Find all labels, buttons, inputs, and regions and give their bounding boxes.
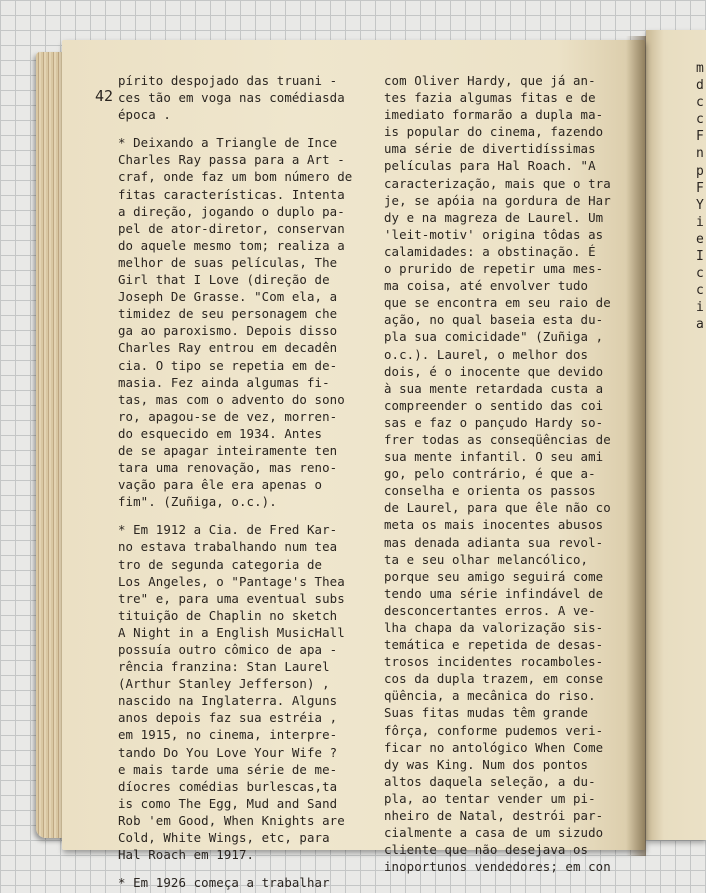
text-line: dy e na magreza de Laurel. Um (384, 209, 604, 225)
text-line: dy was King. Num dos pontos (384, 756, 589, 772)
text-line: lha chapa da valorização sis- (384, 620, 604, 635)
text-line: Charles Ray entrou em decadên (118, 340, 338, 356)
text-line: melhor de suas películas, The (118, 254, 338, 270)
text-line: go, pelo contrário, é que a- (384, 466, 596, 482)
text-line: tara uma renovação, mas reno- (118, 460, 338, 476)
text-line: masia. Fez ainda algumas fi- (118, 374, 330, 390)
edge-letter: c (696, 266, 704, 282)
edge-letter: c (696, 283, 704, 299)
text-line: cliente que não desejava os (384, 842, 589, 858)
text-line: is como The Egg, Mud and Sand (118, 795, 338, 811)
text-line: Charles Ray passa para a Art - (118, 152, 345, 168)
text-line: je, se apóia na gordura de Har (384, 192, 611, 208)
text-line: fôrça, conforme pudemos veri- (384, 722, 604, 738)
text-line: anos depois faz sua estréia , (118, 710, 338, 726)
facing-page-edge-text (696, 60, 704, 334)
text-line: ga ao paroxismo. Depois disso (118, 323, 338, 339)
text-line: imediato formarão a dupla ma- (384, 107, 604, 123)
text-line: Rob 'em Good, When Knights are (118, 812, 345, 828)
text-line: desconcertantes erros. A ve- (384, 602, 596, 618)
text-line: craf, onde faz um bom número de (118, 169, 353, 185)
text-line: díocres comédias burlescas,ta (118, 778, 338, 794)
text-line: possuía outro cômico de apa - (118, 642, 338, 657)
text-line: 'leit-motiv' origina tôdas as (384, 226, 604, 242)
text-line: tre" e, para uma eventual subs (118, 590, 345, 606)
text-line: de se apagar inteiramente ten (118, 442, 338, 458)
edge-letter: e (696, 231, 704, 247)
edge-letter: i (696, 300, 704, 316)
edge-letter: c (696, 112, 704, 128)
edge-letter: i (696, 214, 704, 230)
text-line: frer todas as conseqüências de (384, 431, 611, 447)
text-line: Hal Roach em 1917. (118, 847, 255, 863)
text-line: conselha e orienta os passos (384, 483, 596, 499)
text-line: pla, ao tentar vender um pi- (384, 790, 596, 806)
text-line: e mais tarde uma série de me- (118, 761, 338, 777)
text-line: pla sua comicidade" (Zuñiga , (384, 329, 604, 345)
text-line: ma coisa, até envolver tudo (384, 278, 589, 294)
text-line: mas denada adianta sua revol- (384, 534, 604, 550)
text-line: fitas características. Intenta (118, 186, 345, 202)
right-text-column (384, 72, 611, 875)
text-line: Los Angeles, o "Pantage's Thea (118, 573, 345, 589)
text-line: nheiro de Natal, destrói par- (384, 808, 604, 824)
edge-letter: F (696, 129, 704, 145)
text-line: calamidades: a obstinação. É (384, 243, 596, 259)
text-line: tando Do You Love Your Wife ? (118, 744, 338, 760)
text-line: vação para êle era apenas o (118, 477, 323, 493)
text-line: sua mente infantil. O seu ami (384, 449, 604, 465)
text-line: * Em 1912 a Cia. de Fred Kar- (118, 522, 338, 538)
text-line: com Oliver Hardy, que já an- (384, 73, 596, 88)
edge-letter: Y (696, 197, 704, 213)
edge-letter: F (696, 180, 704, 196)
text-line: temática e repetida de desas- (384, 637, 604, 653)
text-line: tro de segunda categoria de (118, 556, 323, 572)
text-line: sas e faz o pançudo Hardy so- (384, 414, 604, 430)
text-line: altos daquela seleção, a du- (384, 773, 596, 789)
text-line: do aquele mesmo tom; realiza a (118, 237, 345, 253)
text-line: ro, apagou-se de vez, morren- (118, 408, 338, 424)
text-line: porque seu amigo seguirá come (384, 568, 604, 584)
text-line: à sua mente retardada custa a (384, 380, 604, 396)
text-line: a direção, jogando o duplo pa- (118, 203, 345, 219)
text-line: do esquecido em 1934. Antes (118, 425, 323, 441)
text-line: nascido na Inglaterra. Alguns (118, 693, 338, 709)
page-number: 42 (95, 87, 114, 105)
text-line: cos da dupla trazem, em conse (384, 671, 604, 687)
text-line: timidez de seu personagem che (118, 306, 338, 322)
text-line: ces tão em voga nas comédiasda (118, 90, 345, 106)
text-line: compreender o sentido das coi (384, 397, 604, 413)
text-line (118, 510, 352, 521)
text-line: o.c.). Laurel, o melhor dos (384, 346, 589, 362)
text-line (118, 123, 352, 134)
text-line: * Em 1926 começa a trabalhar (118, 875, 330, 891)
edge-letter: n (696, 146, 704, 162)
text-line: Cold, White Wings, etc, para (118, 830, 330, 846)
text-line: (Arthur Stanley Jefferson) , (118, 676, 330, 692)
edge-letter: c (696, 95, 704, 111)
left-text-column (118, 72, 352, 891)
text-line: tendo uma série infindável de (384, 585, 604, 601)
text-line: uma série de divertidíssimas (384, 141, 596, 157)
edge-letter: d (696, 78, 704, 94)
text-line: ação, no qual baseia esta du- (384, 312, 604, 328)
text-line: películas para Hal Roach. "A (384, 158, 596, 174)
text-line: * Deixando a Triangle de Ince (118, 135, 338, 151)
text-line: fim". (Zuñiga, o.c.). (118, 494, 277, 510)
edge-letter: I (696, 249, 704, 265)
text-line: qüência, a mecânica do riso. (384, 688, 596, 704)
edge-letter: a (696, 317, 704, 333)
text-line: cialmente a casa de um sizudo (384, 825, 604, 841)
text-line: inoportunos vendedores; em con (384, 859, 611, 875)
text-line: pel de ator-diretor, conservan (118, 220, 345, 236)
text-line: tituição de Chaplin no sketch (118, 607, 338, 623)
text-line: is popular do cinema, fazendo (384, 124, 604, 140)
text-line: pírito despojado das truani - (118, 73, 338, 88)
text-line: meta os mais inocentes abusos (384, 517, 604, 533)
text-line: Suas fitas mudas têm grande (384, 705, 589, 721)
edge-letter: p (696, 163, 704, 179)
text-line: que se encontra em seu raio de (384, 295, 611, 311)
text-line (118, 863, 352, 874)
spine-shadow (626, 36, 646, 856)
text-line: no estava trabalhando num tea (118, 539, 338, 555)
text-line: tas, mas com o advento do sono (118, 391, 345, 407)
text-line: A Night in a English MusicHall (118, 624, 345, 640)
text-line: tes fazia algumas fitas e de (384, 90, 596, 106)
text-line: Joseph De Grasse. "Com ela, a (118, 289, 338, 305)
text-line: de Laurel, para que êle não co (384, 500, 611, 516)
text-line: época . (118, 107, 171, 123)
text-line: em 1915, no cinema, interpre- (118, 727, 338, 743)
edge-letter: m (696, 61, 704, 76)
text-line: caracterização, mais que o tra (384, 175, 611, 191)
text-line: Girl that I Love (direção de (118, 272, 330, 288)
text-line: rência franzina: Stan Laurel (118, 659, 330, 675)
text-line: dois, é o inocente que devido (384, 363, 604, 379)
text-line: ficar no antológico When Come (384, 739, 604, 755)
text-line: o prurido de repetir uma mes- (384, 261, 604, 277)
text-line: ta e seu olhar melancólico, (384, 551, 589, 567)
text-line: trosos incidentes rocamboles- (384, 654, 604, 670)
text-line: cia. O tipo se repetia em de- (118, 357, 338, 373)
